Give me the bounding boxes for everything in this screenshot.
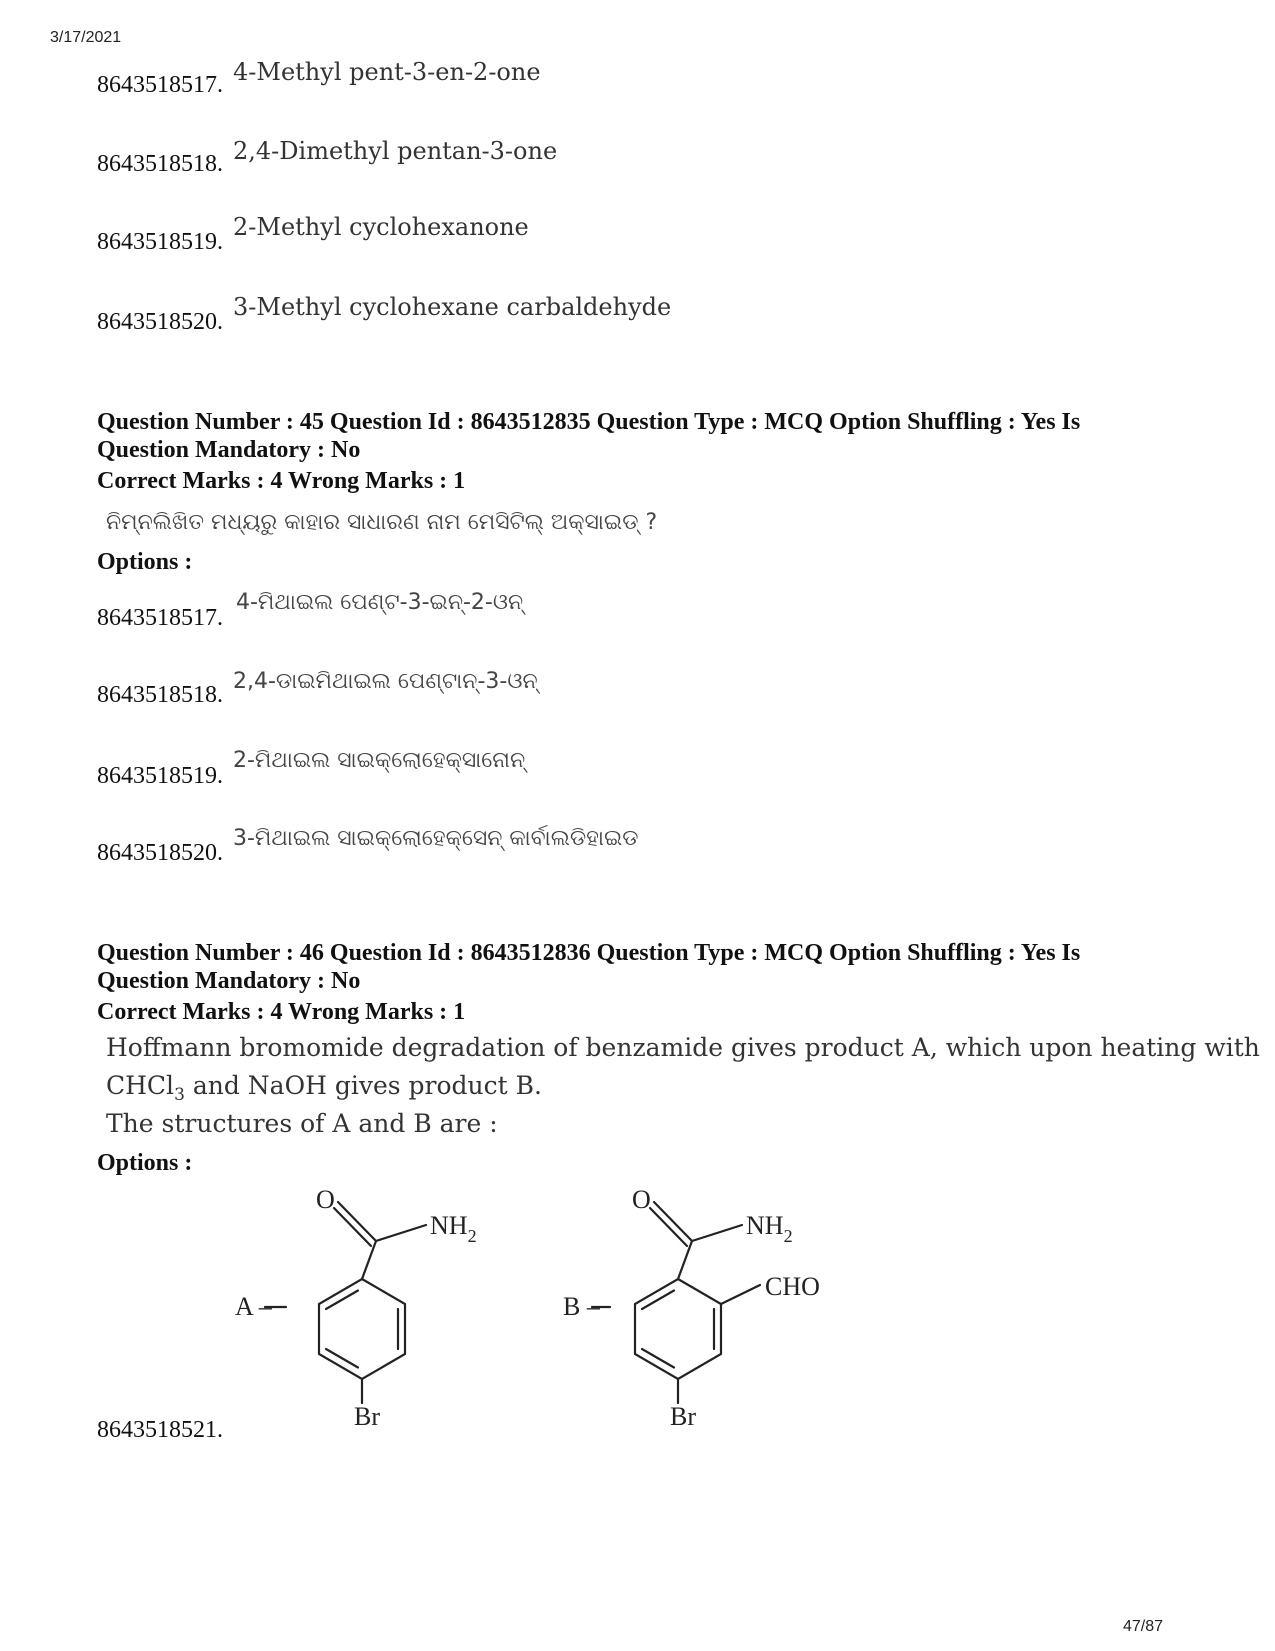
option-text: 2,4-Dimethyl pentan-3-one — [233, 137, 558, 165]
atom-label-amine — [746, 1211, 793, 1246]
option-id: 8643518520. — [97, 309, 223, 335]
options-label: Options : — [97, 1150, 193, 1176]
print-date: 3/17/2021 — [50, 29, 122, 46]
option-id: 8643518519. — [97, 229, 223, 255]
option-id: 8643518518. — [97, 682, 223, 708]
structure-b-label: B – — [563, 1292, 600, 1321]
option-text: 3-Methyl cyclohexane carbaldehyde — [233, 293, 672, 321]
question-text-line-1: Hoffmann bromomide degradation of benzamide gives product A, which upon heating with — [106, 1033, 1260, 1062]
option-id: 8643518518. — [97, 151, 223, 177]
atom-label-aldehyde: CHO — [765, 1272, 820, 1301]
structure-a-label: A – — [235, 1292, 272, 1321]
question-text-line-3: The structures of A and B are : — [106, 1109, 498, 1138]
atom-label-amine — [430, 1211, 477, 1246]
option-structures-figure — [220, 1175, 860, 1445]
bond-ring-carbonyl-b — [678, 1241, 692, 1279]
option-id: 8643518517. — [97, 605, 223, 631]
question-marks: Correct Marks : 4 Wrong Marks : 1 — [97, 999, 466, 1025]
question-text: ନିମ୍ନଲିଖିତ ମଧ୍ୟରୁ କାହାର ସାଧାରଣ ନାମ ମେସିଟିଲ୍ ଅକ୍ସାଇଡ୍ ? — [106, 510, 658, 535]
amine-subscript: 2 — [467, 1226, 477, 1246]
atom-label-oxygen: O — [316, 1185, 335, 1214]
amine-text: NH — [430, 1211, 468, 1240]
option-text: 3-ମିଥାଇଲ ସାଇକ୍ଲୋହେକ୍ସେନ୍ କାର୍ବାଲଡିହାଇଡ — [233, 826, 639, 851]
option-id: 8643518521. — [97, 1417, 223, 1443]
question-text-line-2 — [106, 1071, 542, 1105]
atom-label-oxygen: O — [632, 1185, 651, 1214]
formula-subscript: 3 — [174, 1085, 185, 1105]
question-marks: Correct Marks : 4 Wrong Marks : 1 — [97, 468, 466, 494]
benzene-ring-a — [319, 1279, 405, 1379]
atom-label-bromine: Br — [670, 1402, 696, 1431]
amine-text: NH — [746, 1211, 784, 1240]
option-id: 8643518520. — [97, 840, 223, 866]
page-number: 47/87 — [1122, 1618, 1163, 1635]
question-header: Question Number : 46 Question Id : 8643512836 Question Type : MCQ Option Shuffling : Yes Is Question Mandatory : No — [97, 940, 1081, 994]
formula-rest: and NaOH gives product B. — [184, 1071, 542, 1100]
option-text: 4-ମିଥାଇଲ ପେଣ୍ଟ-3-ଇନ୍-2-ଓନ୍ — [236, 590, 524, 615]
question-header: Question Number : 45 Question Id : 8643512835 Question Type : MCQ Option Shuffling : Yes Is Question Mandatory : No — [97, 409, 1081, 463]
option-text: 4-Methyl pent-3-en-2-one — [233, 58, 541, 86]
option-text: 2-Methyl cyclohexanone — [233, 213, 529, 241]
bond-ring-carbonyl-a — [362, 1241, 376, 1279]
amine-subscript: 2 — [783, 1226, 793, 1246]
benzene-ring-b — [635, 1279, 721, 1379]
option-text: 2,4-ଡାଇମିଥାଇଲ ପେଣ୍ଟାନ୍-3-ଓନ୍ — [233, 669, 538, 694]
options-label: Options : — [97, 549, 193, 575]
option-id: 8643518519. — [97, 763, 223, 789]
option-text: 2-ମିଥାଇଲ ସାଇକ୍ଲୋହେକ୍ସାନୋନ୍ — [233, 748, 526, 773]
option-id: 8643518517. — [97, 72, 223, 98]
formula-chcl: CHCl — [106, 1071, 175, 1100]
atom-label-bromine: Br — [354, 1402, 380, 1431]
